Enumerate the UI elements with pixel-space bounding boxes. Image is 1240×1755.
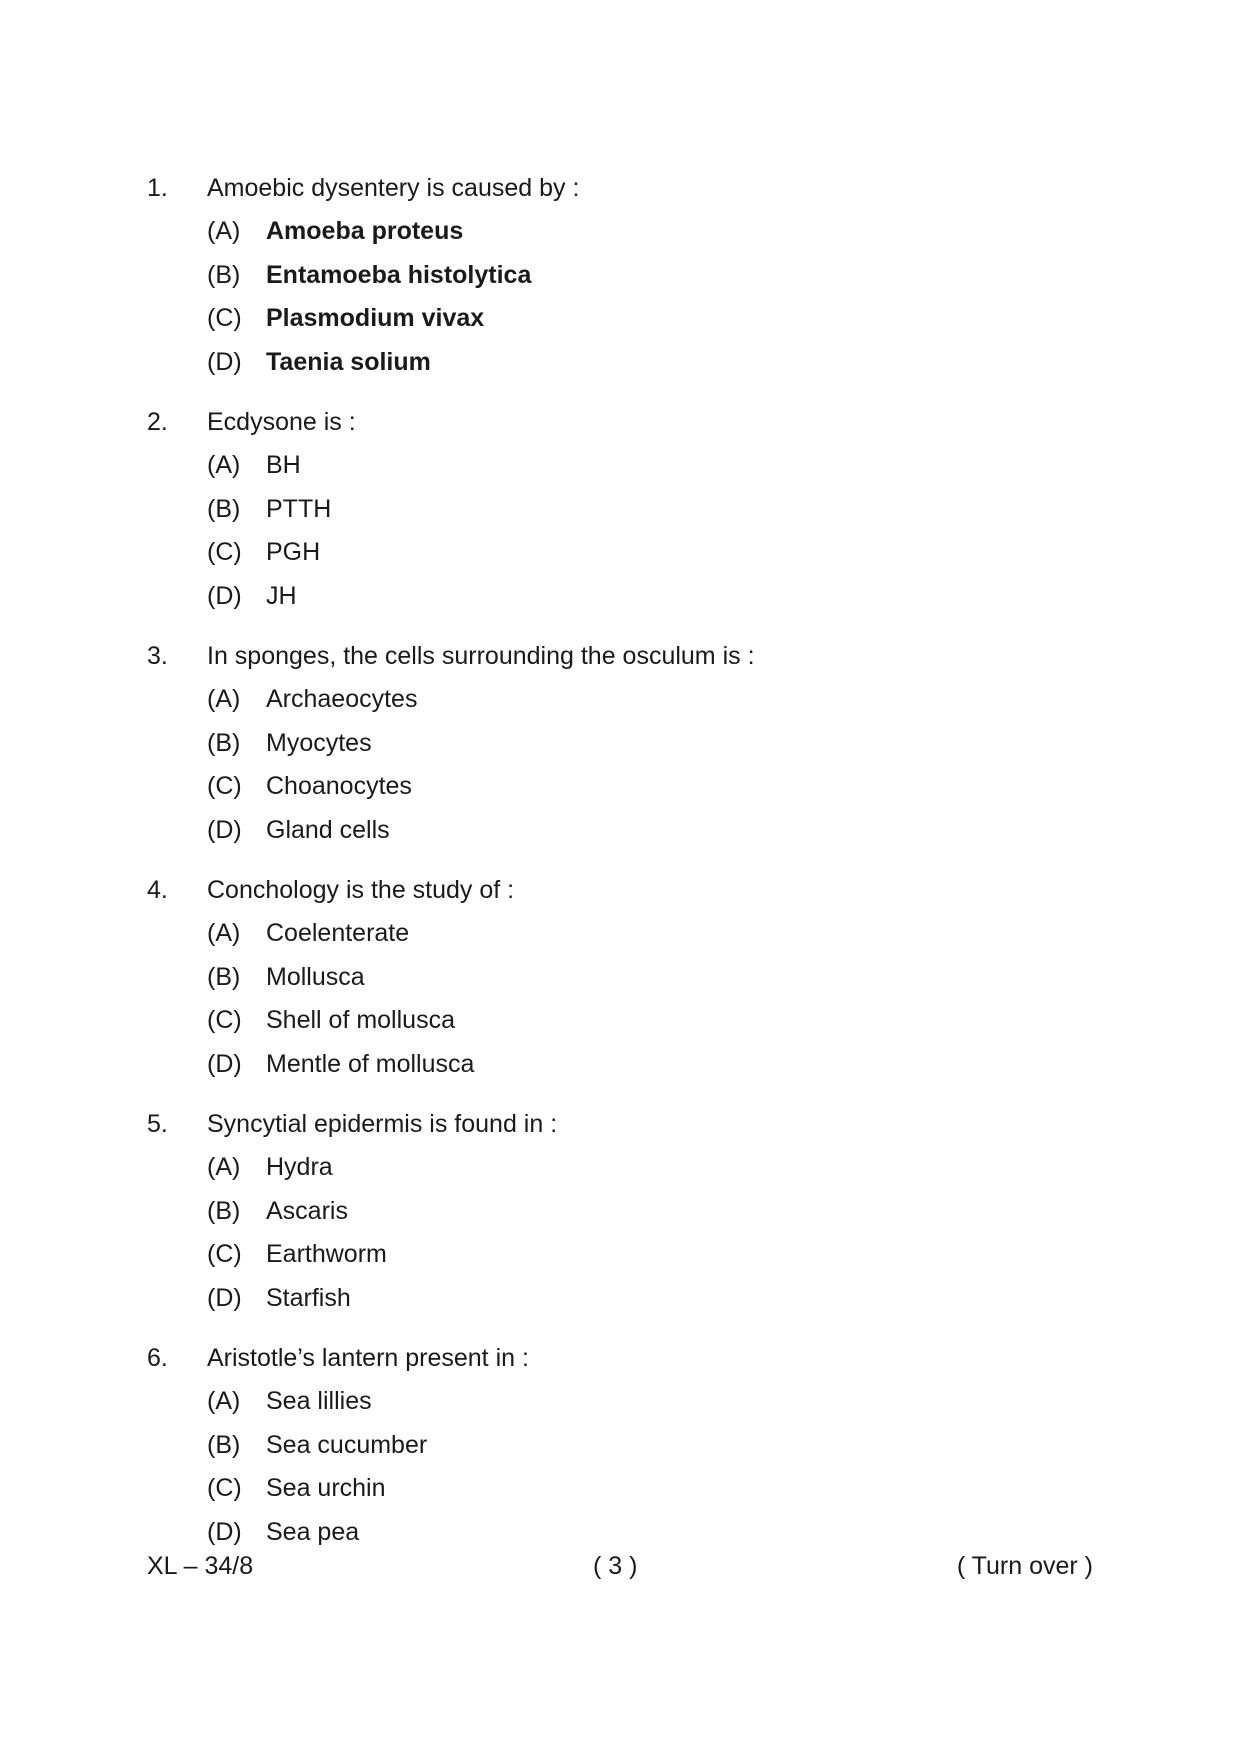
question-text: In sponges, the cells surrounding the osculum is : <box>207 642 755 670</box>
option-letter: (B) <box>207 494 241 523</box>
option-item <box>147 1380 1107 1424</box>
option-text: Sea lillies <box>266 1387 372 1415</box>
question-6 <box>147 1336 1107 1554</box>
question-number: 2. <box>147 408 168 436</box>
question-number: 1. <box>147 174 168 202</box>
page-number: ( 3 ) <box>593 1552 638 1580</box>
question-number: 4. <box>147 876 168 904</box>
option-text: Plasmodium vivax <box>266 304 485 332</box>
option-letter: (B) <box>207 1196 241 1225</box>
option-letter: (C) <box>207 772 242 800</box>
option-item <box>147 1467 1107 1511</box>
option-letter: (D) <box>207 1049 242 1078</box>
paper-code: XL – 34/8 <box>147 1552 254 1580</box>
option-text: Mentle of mollusca <box>266 1049 475 1078</box>
question-stem <box>147 1102 1107 1146</box>
question-stem <box>147 166 1107 210</box>
option-item <box>147 1277 1107 1321</box>
option-letter: (D) <box>207 1283 242 1312</box>
option-item <box>147 297 1107 341</box>
question-text: Aristotle’s lantern present in : <box>207 1344 529 1372</box>
question-stem <box>147 400 1107 444</box>
question-3 <box>147 634 1107 852</box>
option-list <box>147 1146 1107 1320</box>
option-item <box>147 1190 1107 1234</box>
question-stem <box>147 634 1107 678</box>
option-item <box>147 488 1107 532</box>
option-list <box>147 678 1107 852</box>
option-text: Sea urchin <box>266 1474 386 1502</box>
option-item <box>147 575 1107 619</box>
question-1 <box>147 166 1107 384</box>
option-letter: (C) <box>207 538 242 566</box>
option-text: Shell of mollusca <box>266 1006 455 1034</box>
turn-over-note: ( Turn over ) <box>956 1552 1093 1580</box>
option-letter: (B) <box>207 962 241 991</box>
option-letter: (D) <box>207 1517 242 1546</box>
option-item <box>147 912 1107 956</box>
option-item <box>147 999 1107 1043</box>
question-text: Amoebic dysentery is caused by : <box>207 174 580 202</box>
question-text: Ecdysone is : <box>207 408 356 436</box>
option-text: Myocytes <box>266 728 372 757</box>
option-text: Gland cells <box>266 815 390 844</box>
option-text: BH <box>266 451 301 479</box>
question-number: 6. <box>147 1344 168 1372</box>
option-text: Amoeba proteus <box>266 217 464 245</box>
question-4 <box>147 868 1107 1086</box>
question-list <box>147 166 1107 1570</box>
option-item <box>147 678 1107 722</box>
option-text: Sea cucumber <box>266 1430 428 1459</box>
question-number: 5. <box>147 1110 168 1138</box>
question-text: Conchology is the study of : <box>207 876 515 904</box>
option-text: Starfish <box>266 1283 351 1312</box>
option-text: Coelenterate <box>266 919 410 947</box>
option-letter: (A) <box>207 685 241 713</box>
option-letter: (C) <box>207 304 242 332</box>
option-text: Earthworm <box>266 1240 387 1268</box>
option-text: Mollusca <box>266 962 365 991</box>
option-text: Sea pea <box>266 1517 360 1546</box>
option-item <box>147 341 1107 385</box>
option-letter: (A) <box>207 919 241 947</box>
option-item <box>147 254 1107 298</box>
page-footer <box>147 1546 1093 1586</box>
question-text: Syncytial epidermis is found in : <box>207 1110 558 1138</box>
option-text: PGH <box>266 538 321 566</box>
option-item <box>147 1233 1107 1277</box>
option-letter: (C) <box>207 1474 242 1502</box>
option-text: Taenia solium <box>266 347 431 376</box>
option-letter: (D) <box>207 581 242 610</box>
question-number: 3. <box>147 642 168 670</box>
option-letter: (A) <box>207 1387 241 1415</box>
option-item <box>147 722 1107 766</box>
option-text: Choanocytes <box>266 772 412 800</box>
option-letter: (B) <box>207 1430 241 1459</box>
option-item <box>147 765 1107 809</box>
option-text: JH <box>266 581 297 610</box>
option-list <box>147 444 1107 618</box>
option-item <box>147 1043 1107 1087</box>
option-item <box>147 809 1107 853</box>
option-letter: (C) <box>207 1006 242 1034</box>
question-2 <box>147 400 1107 618</box>
option-item <box>147 1146 1107 1190</box>
option-text: Entamoeba histolytica <box>266 260 532 289</box>
option-list <box>147 912 1107 1086</box>
option-item <box>147 210 1107 254</box>
option-text: PTTH <box>266 494 332 523</box>
option-item <box>147 956 1107 1000</box>
option-letter: (D) <box>207 347 242 376</box>
question-stem <box>147 1336 1107 1380</box>
option-letter: (C) <box>207 1240 242 1268</box>
option-list <box>147 1380 1107 1554</box>
option-letter: (B) <box>207 260 241 289</box>
option-list <box>147 210 1107 384</box>
question-5 <box>147 1102 1107 1320</box>
option-letter: (B) <box>207 728 241 757</box>
option-item <box>147 1424 1107 1468</box>
option-item <box>147 531 1107 575</box>
option-letter: (D) <box>207 815 242 844</box>
option-item <box>147 444 1107 488</box>
option-letter: (A) <box>207 1153 241 1181</box>
option-text: Hydra <box>266 1153 333 1181</box>
option-text: Ascaris <box>266 1196 348 1225</box>
option-letter: (A) <box>207 451 241 479</box>
option-text: Archaeocytes <box>266 685 418 713</box>
question-stem <box>147 868 1107 912</box>
option-letter: (A) <box>207 217 241 245</box>
